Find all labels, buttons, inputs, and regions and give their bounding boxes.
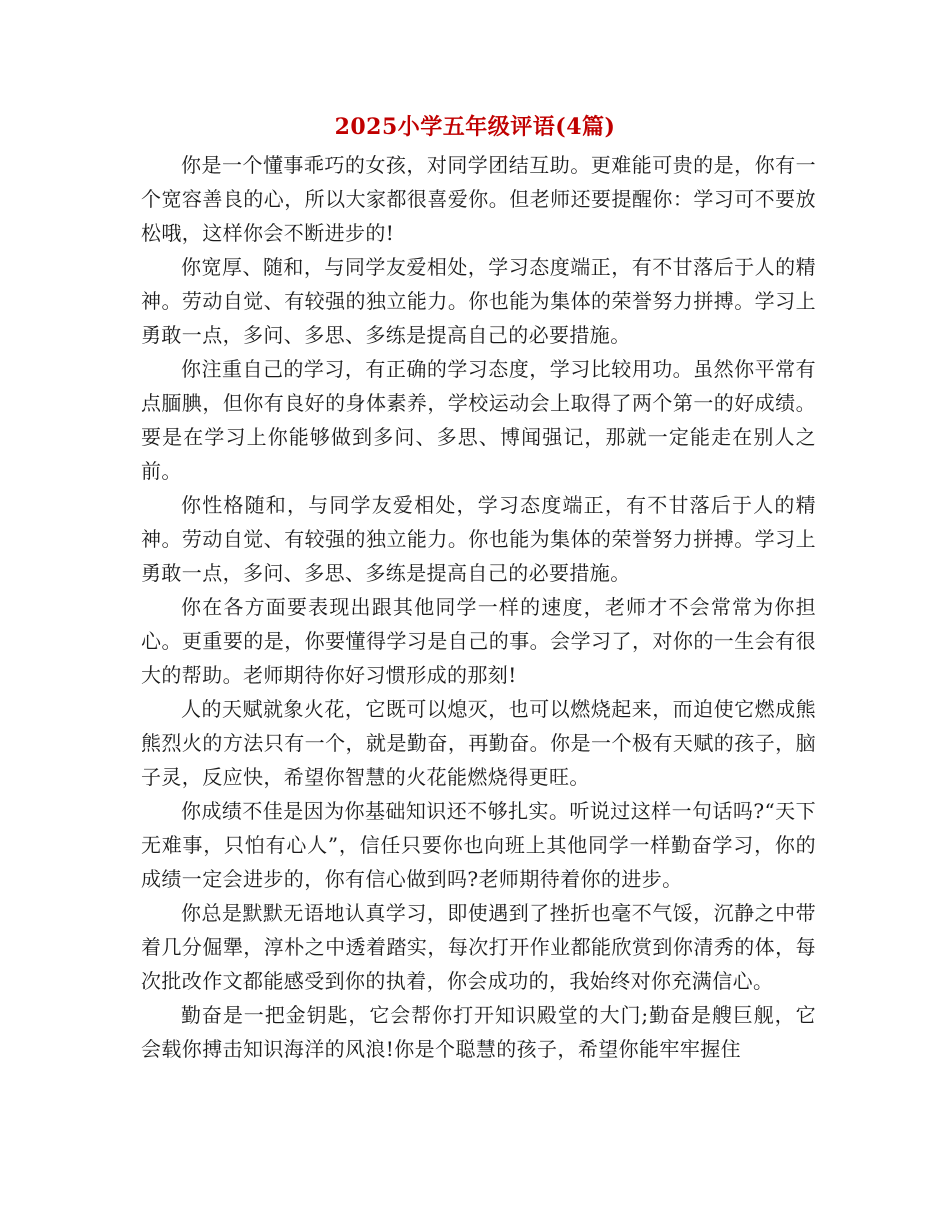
paragraph-1: 你是一个懂事乖巧的女孩，对同学团结互助。更难能可贵的是，你有一个宽容善良的心，所以大家都很喜爱你。但老师还要提醒你：学习可不要放松哦，这样你会不断进步的! <box>141 153 816 245</box>
paragraph-4: 你性格随和，与同学友爱相处，学习态度端正，有不甘落后于人的精神。劳动自觉、有较强的独立能力。你也能为集体的荣誉努力拼搏。学习上勇敢一点，多问、多思、多练是提高自己的必要措施。 <box>141 493 816 585</box>
paragraph-2: 你宽厚、随和，与同学友爱相处，学习态度端正，有不甘落后于人的精神。劳动自觉、有较强的独立能力。你也能为集体的荣誉努力拼搏。学习上勇敢一点，多问、多思、多练是提高自己的必要措施。 <box>141 255 816 347</box>
paragraph-5: 你在各方面要表现出跟其他同学一样的速度，老师才不会常常为你担心。更重要的是，你要懂得学习是自己的事。会学习了，对你的一生会有很大的帮助。老师期待你好习惯形成的那刻! <box>141 595 816 687</box>
paragraph-8: 你总是默默无语地认真学习，即使遇到了挫折也毫不气馁，沉静之中带着几分倔犟，淳朴之中透着踏实，每次打开作业都能欣赏到你清秀的体，每次批改作文都能感受到你的执着，你会成功的，我始终对你充满信心。 <box>141 901 816 993</box>
paragraph-6: 人的天赋就象火花，它既可以熄灭，也可以燃烧起来，而迫使它燃成熊熊烈火的方法只有一个，就是勤奋，再勤奋。你是一个极有天赋的孩子，脑子灵，反应快，希望你智慧的火花能燃烧得更旺。 <box>141 697 816 789</box>
document-title: 2025小学五年级评语(4篇) <box>334 114 616 140</box>
paragraph-9: 勤奋是一把金钥匙，它会帮你打开知识殿堂的大门;勤奋是艘巨舰，它会载你搏击知识海洋的风浪!你是个聪慧的孩子，希望你能牢牢握住 <box>141 1003 816 1061</box>
document-body <box>141 148 816 1066</box>
paragraph-7: 你成绩不佳是因为你基础知识还不够扎实。听说过这样一句话吗?“天下无难事，只怕有心人”，信任只要你也向班上其他同学一样勤奋学习，你的成绩一定会进步的，你有信心做到吗?老师期待着你的进步。 <box>141 799 816 891</box>
paragraph-3: 你注重自己的学习，有正确的学习态度，学习比较用功。虽然你平常有点腼腆，但你有良好的身体素养，学校运动会上取得了两个第一的好成绩。要是在学习上你能够做到多问、多思、博闻强记，那就一定能走在别人之前。 <box>141 357 816 483</box>
